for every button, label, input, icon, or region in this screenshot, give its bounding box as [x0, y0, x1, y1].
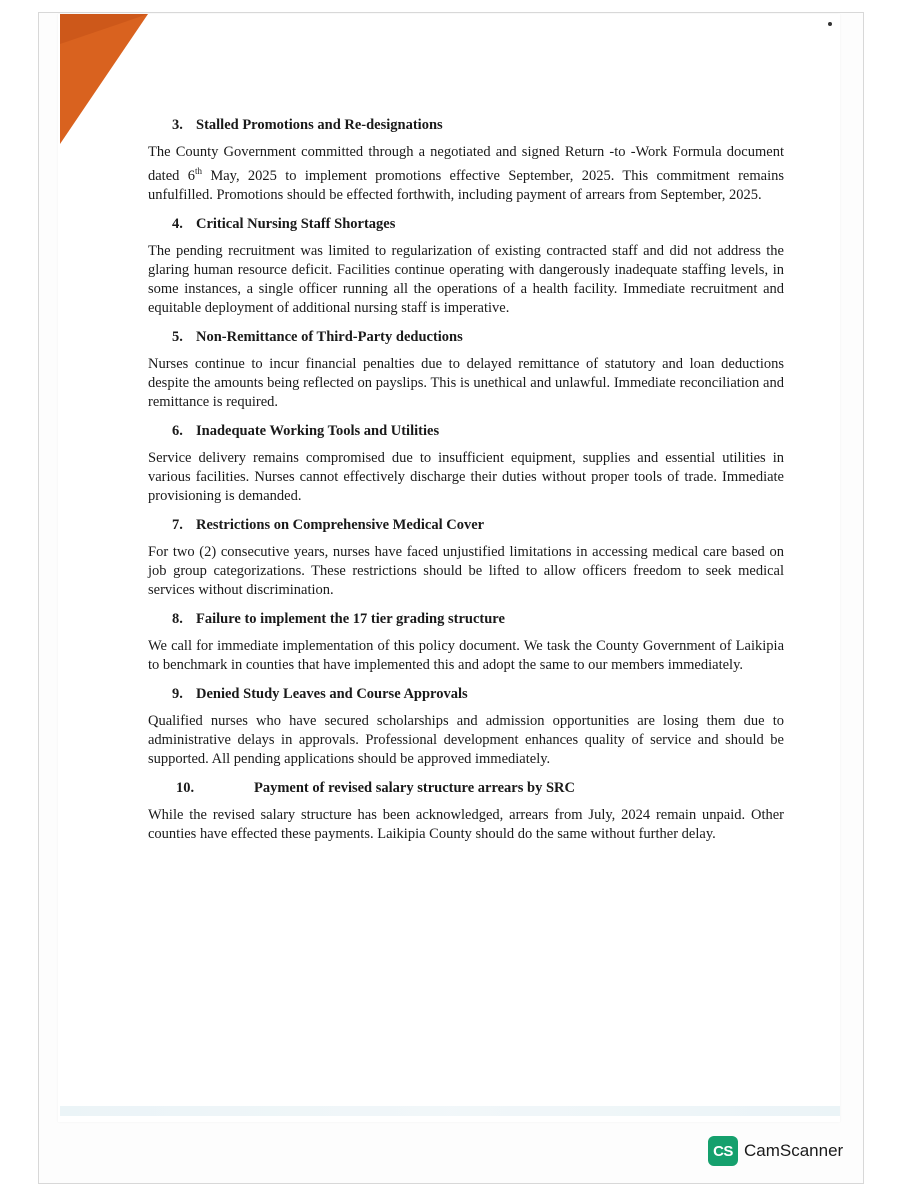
- section-number: 8.: [172, 610, 183, 627]
- section-heading: [148, 610, 784, 628]
- section-number: 10.: [176, 779, 195, 796]
- section-paragraph: Service delivery remains compromised due to insufficient equipment, supplies and essential utilities in various facilities. Nurses cannot effectively discharge their duties without proper tools of trade. Immediate provisioning is demanded.: [148, 449, 784, 504]
- camscanner-logo-icon: CS: [708, 1136, 738, 1166]
- section-3: [148, 116, 784, 205]
- section-paragraph: The pending recruitment was limited to regularization of existing contracted staff and did not address the glaring human resource deficit. Facilities continue operating with dangerously inadequate staffing levels, in some instances, a single officer running all the operations of a health facility. Immediate recruitment and equitable deployment of additional nursing staff is imperative.: [148, 242, 784, 316]
- section-7: [148, 516, 784, 600]
- section-9: [148, 685, 784, 769]
- section-6: [148, 422, 784, 506]
- section-number: 6.: [172, 422, 183, 439]
- section-paragraph: [148, 143, 784, 205]
- section-title: Stalled Promotions and Re-designations: [196, 117, 443, 133]
- section-number: 3.: [172, 117, 183, 133]
- section-title: Non-Remittance of Third-Party deductions: [196, 328, 463, 345]
- section-number: 5.: [172, 328, 183, 345]
- section-4: [148, 215, 784, 318]
- section-title: Denied Study Leaves and Course Approvals: [196, 685, 468, 702]
- folded-corner-shade: [60, 14, 148, 44]
- scan-smudge: [60, 1106, 840, 1116]
- section-heading: [148, 516, 784, 534]
- section-heading: [148, 215, 784, 233]
- section-paragraph: While the revised salary structure has been acknowledged, arrears from July, 2024 remain unpaid. Other counties have effected these payments. Laikipia County should do the same without further delay.: [148, 806, 784, 842]
- section-paragraph: Nurses continue to incur financial penalties due to delayed remittance of statutory and loan deductions despite the amounts being reflected on payslips. This is unethical and unlawful. Immediate reconciliation and remittance is required.: [148, 355, 784, 410]
- paragraph-part: May, 2025 to implement promotions effective September, 2025. This commitment remains unfulfilled. Promotions should be effected forthwith, including payment of arrears from September, 2025.: [148, 167, 784, 203]
- section-8: [148, 610, 784, 675]
- camscanner-label: CamScanner: [744, 1141, 844, 1160]
- superscript: th: [194, 166, 202, 176]
- section-paragraph: We call for immediate implementation of this policy document. We task the County Government of Laikipia to benchmark in counties that have implemented this and adopt the same to our members immediately.: [148, 637, 784, 673]
- section-paragraph: For two (2) consecutive years, nurses have faced unjustified limitations in accessing medical care based on job group categorizations. These restrictions should be lifted to allow officers freedom to seek medical services without discrimination.: [148, 543, 784, 598]
- section-10: [148, 779, 784, 844]
- section-title: Payment of revised salary structure arrears by SRC: [254, 779, 575, 796]
- section-number: 7.: [172, 516, 183, 533]
- document-body: [148, 116, 784, 854]
- section-heading: [148, 422, 784, 440]
- paragraph-part: The County Government committed through a negotiated and signed Return -to -Work Formula document dated 6: [148, 144, 784, 184]
- section-number: 4.: [172, 215, 183, 232]
- section-title: Failure to implement the 17 tier grading structure: [196, 610, 505, 627]
- camscanner-watermark: [708, 1136, 843, 1166]
- section-5: [148, 328, 784, 412]
- scan-speck: [828, 22, 832, 26]
- section-heading: [148, 779, 784, 797]
- section-heading: [148, 116, 784, 134]
- section-title: Inadequate Working Tools and Utilities: [196, 422, 440, 439]
- section-number: 9.: [172, 685, 183, 702]
- section-paragraph: Qualified nurses who have secured scholarships and admission opportunities are losing them due to administrative delays in approvals. Professional development enhances quality of service and should be supported. All pending applications should be approved immediately.: [148, 712, 784, 767]
- section-title: Restrictions on Comprehensive Medical Cover: [196, 516, 485, 533]
- section-heading: [148, 685, 784, 703]
- section-heading: [148, 328, 784, 346]
- section-title: Critical Nursing Staff Shortages: [196, 215, 396, 232]
